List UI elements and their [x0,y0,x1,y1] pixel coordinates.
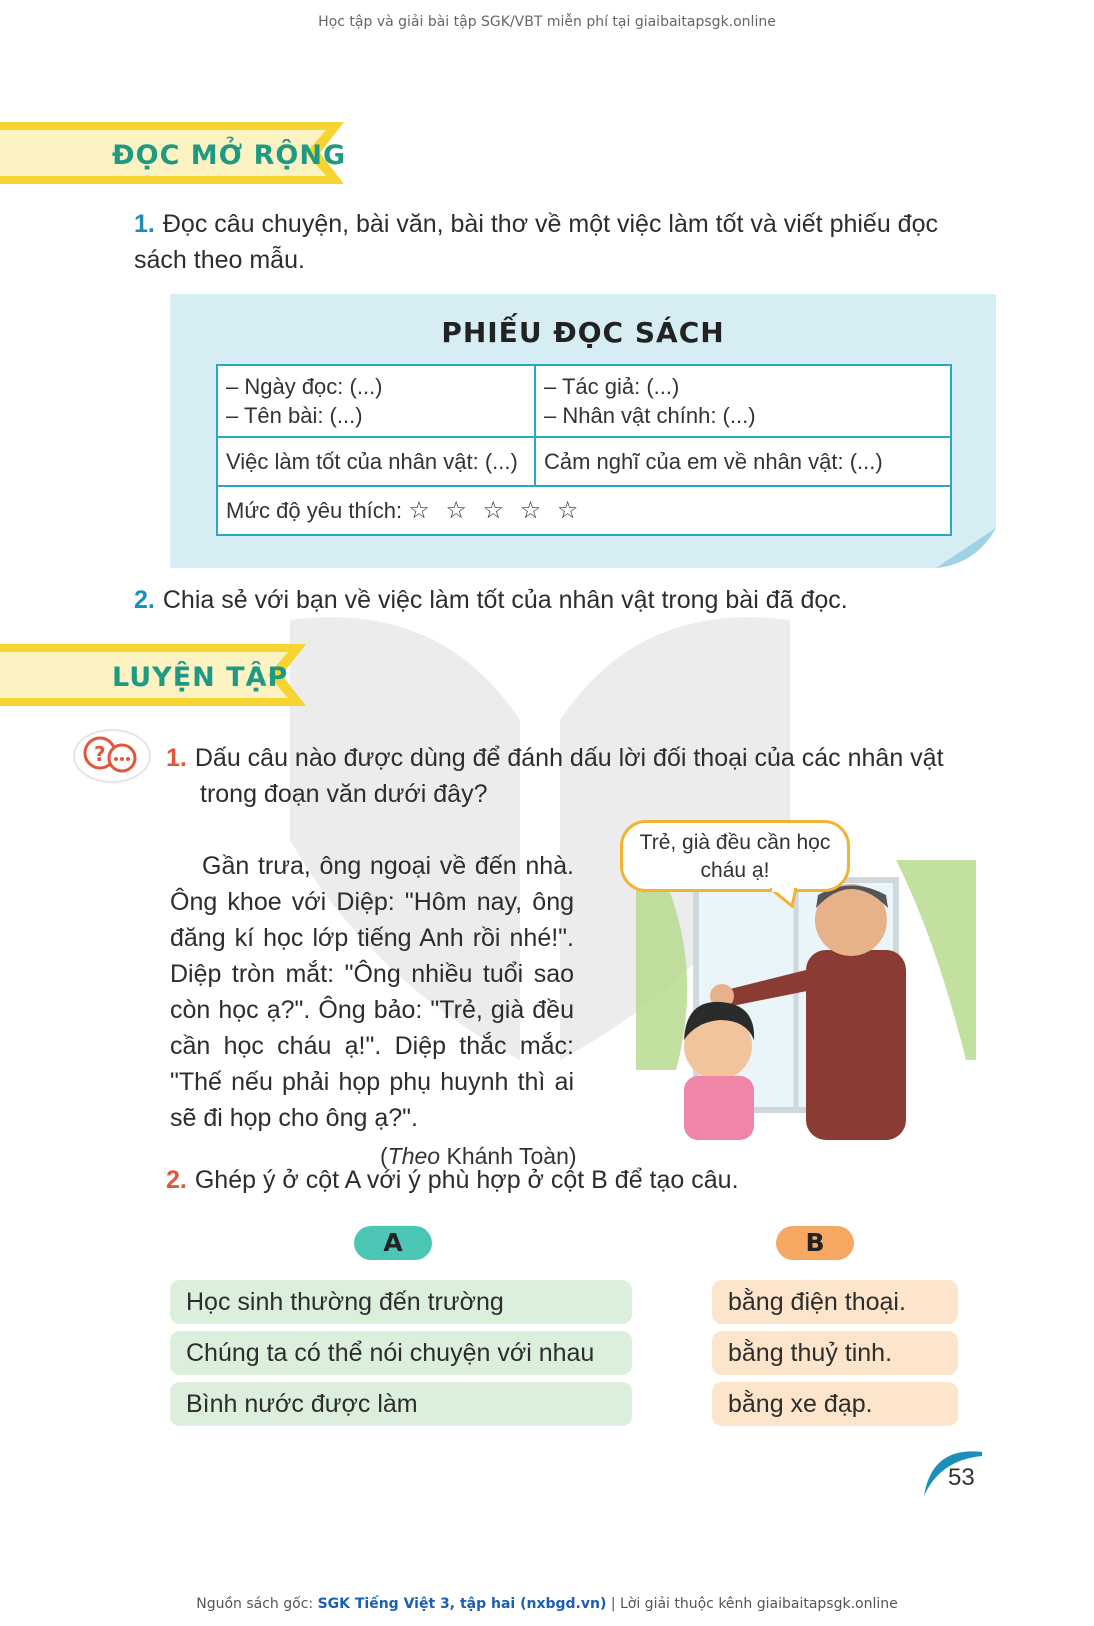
question-number: 1. [134,210,155,238]
question-number: 2. [134,586,155,614]
citation: (Theo Khánh Toàn) [380,1143,577,1169]
footer-note [0,1596,1094,1612]
question-number: 2. [166,1166,187,1194]
question-text: Dấu câu nào được dùng để đánh dấu lời đối thoại của các nhân vật trong đoạn văn dưới đây? [194,744,944,808]
form-feeling: Cảm nghĩ của em về nhân vật: (...) [535,437,951,486]
form-title-field: – Tên bài: (...) [226,403,363,428]
footer-suffix: | Lời giải thuộc kênh giaibaitapsgk.online [610,1596,898,1612]
form-liking-row [217,486,951,535]
reading-form-table [216,364,952,536]
question-number: 1. [166,744,187,772]
column-a-item[interactable]: Học sinh thường đến trường [170,1280,632,1324]
practice-question-1 [166,740,1000,812]
form-date: – Ngày đọc: (...) [226,374,383,399]
form-character: – Nhân vật chính: (...) [544,403,756,428]
reading-passage [170,848,574,1136]
footer-prefix: Nguồn sách gốc: [196,1596,314,1612]
question-1 [134,206,984,278]
discussion-icon [72,726,152,786]
column-b-item[interactable]: bằng điện thoại. [712,1280,958,1324]
page-number: 53 [948,1464,975,1491]
form-cell-book-info [217,365,535,437]
question-2 [134,582,984,618]
section-banner-luyen-tap [0,640,320,710]
passage-text: Gần trưa, ông ngoại về đến nhà. Ông khoe với Diệp: "Hôm nay, ông đăng kí học lớp tiếng Anh rồi nhé!". Diệp tròn mắt: "Ông nhiều tuổi sao còn học ạ?". Ông bảo: "Trẻ, già đều cần học cháu ạ!". Diệp thắc mắc: "Thế nếu phải họp phụ huynh thì ai sẽ đi họp cho ông ạ?". [170,852,574,1132]
question-text: Chia sẻ với bạn về việc làm tốt của nhân vật trong bài đã đọc. [162,586,848,614]
form-title: PHIẾU ĐỌC SÁCH [441,316,725,349]
column-b-label: B [776,1226,854,1260]
column-a-item[interactable]: Bình nước được làm [170,1382,632,1426]
section-title: ĐỌC MỞ RỘNG [112,140,347,171]
form-author: – Tác giả: (...) [544,374,680,399]
section-banner-doc-mo-rong [0,118,360,188]
form-good-deed: Việc làm tốt của nhân vật: (...) [217,437,535,486]
practice-question-2 [166,1162,966,1198]
citation-theo: Theo [387,1143,441,1169]
speech-bubble: Trẻ, già đều cần học cháu ạ! [620,820,850,892]
star-rating-icon: ☆ ☆ ☆ ☆ ☆ [408,496,583,524]
column-b-item[interactable]: bằng xe đạp. [712,1382,958,1426]
form-cell-author-info [535,365,951,437]
section-title: LUYỆN TẬP [112,662,289,693]
column-b-item[interactable]: bằng thuỷ tinh. [712,1331,958,1375]
column-a-item[interactable]: Chúng ta có thể nói chuyện với nhau [170,1331,632,1375]
question-text: Đọc câu chuyện, bài văn, bài thơ về một việc làm tốt và viết phiếu đọc sách theo mẫu. [134,210,938,274]
header-note: Học tập và giải bài tập SGK/VBT miễn phí tại giaibaitapsgk.online [318,14,776,30]
speech-bubble-tail-icon [770,888,800,908]
form-liking-label: Mức độ yêu thích: [226,498,403,523]
footer-source-link[interactable]: SGK Tiếng Việt 3, tập hai (nxbgd.vn) [317,1596,607,1612]
svg-text:?: ? [94,742,106,766]
column-a-label: A [354,1226,432,1260]
reading-form-card [170,294,996,568]
question-text: Ghép ý ở cột A với ý phù hợp ở cột B để tạo câu. [194,1166,739,1194]
citation-author: Khánh Toàn [446,1143,569,1169]
